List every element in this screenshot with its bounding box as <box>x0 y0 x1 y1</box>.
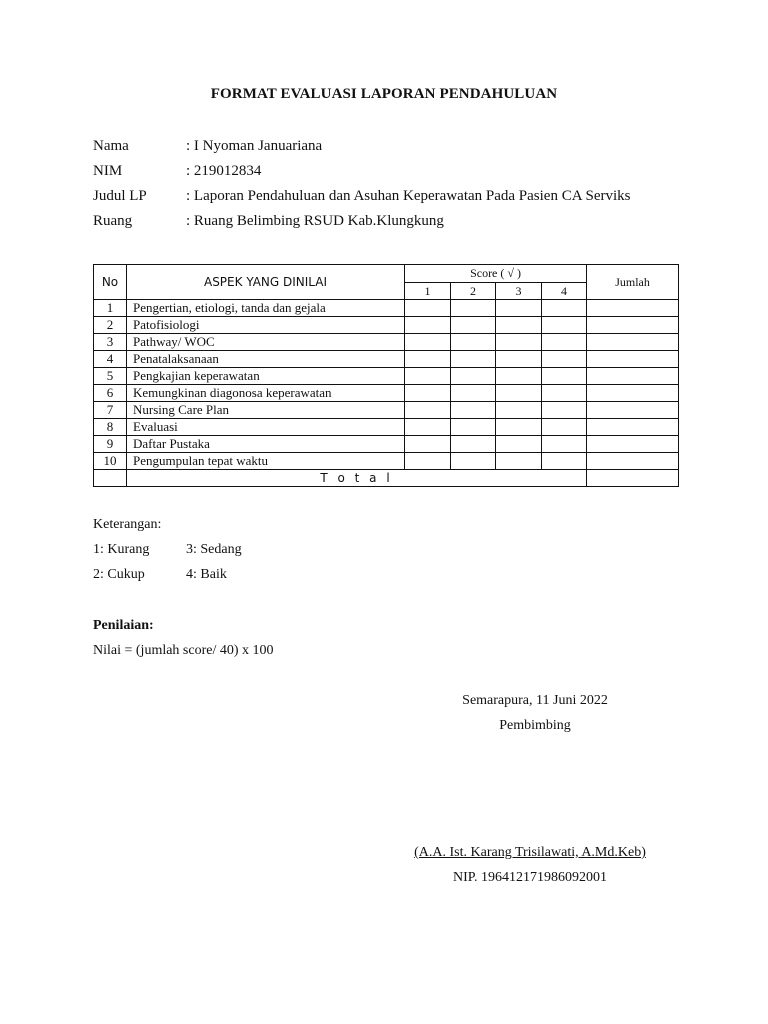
jumlah-cell <box>587 317 679 334</box>
score-cell <box>542 300 587 317</box>
table-row <box>94 334 679 351</box>
row-aspek: Pengkajian keperawatan <box>127 368 405 385</box>
header-aspek: ASPEK YANG DINILAI <box>127 265 405 300</box>
total-row <box>94 470 679 487</box>
jumlah-cell <box>587 351 679 368</box>
score-level: 3 <box>496 282 542 300</box>
jumlah-cell <box>587 436 679 453</box>
score-cell <box>405 334 451 351</box>
row-aspek: Pathway/ WOC <box>127 334 405 351</box>
info-label: Nama <box>93 138 129 154</box>
jumlah-cell <box>587 453 679 470</box>
score-cell <box>451 300 496 317</box>
info-label: Ruang <box>93 213 133 229</box>
table-row <box>94 368 679 385</box>
row-number: 7 <box>94 402 127 419</box>
score-cell <box>451 351 496 368</box>
score-cell <box>451 385 496 402</box>
score-cell <box>542 419 587 436</box>
document-title: FORMAT EVALUASI LAPORAN PENDAHULUAN <box>210 86 558 102</box>
score-cell <box>405 300 451 317</box>
score-cell <box>405 419 451 436</box>
legend-item: 4: Baik <box>186 567 227 582</box>
total-jumlah-cell <box>587 470 679 487</box>
score-cell <box>451 419 496 436</box>
evaluation-table <box>93 264 679 487</box>
row-aspek: Evaluasi <box>127 419 405 436</box>
score-cell <box>405 368 451 385</box>
score-cell <box>496 351 542 368</box>
score-cell <box>451 368 496 385</box>
legend-item: 2: Cukup <box>93 567 145 582</box>
jumlah-cell <box>587 368 679 385</box>
info-row-nama <box>93 138 322 155</box>
info-row-nim <box>93 163 261 180</box>
penilaian-formula: Nilai = (jumlah score/ 40) x 100 <box>93 643 274 658</box>
total-blank-cell <box>94 470 127 487</box>
score-cell <box>405 317 451 334</box>
score-cell <box>405 385 451 402</box>
jumlah-cell <box>587 419 679 436</box>
info-label: NIM <box>93 163 123 179</box>
total-label: T o t a l <box>127 470 587 487</box>
score-level: 1 <box>405 282 451 300</box>
header-jumlah: Jumlah <box>587 265 679 300</box>
jumlah-cell <box>587 385 679 402</box>
score-level: 2 <box>451 282 496 300</box>
score-cell <box>405 351 451 368</box>
header-no: No <box>94 265 127 300</box>
score-cell <box>496 368 542 385</box>
table-row <box>94 300 679 317</box>
keterangan-heading: Keterangan: <box>93 517 162 532</box>
score-cell <box>451 453 496 470</box>
row-number: 10 <box>94 453 127 470</box>
score-cell <box>542 317 587 334</box>
score-cell <box>496 334 542 351</box>
score-level: 4 <box>542 282 587 300</box>
score-cell <box>405 436 451 453</box>
score-cell <box>496 453 542 470</box>
score-cell <box>542 453 587 470</box>
table-row <box>94 436 679 453</box>
score-cell <box>405 453 451 470</box>
signature-role: Pembimbing <box>499 718 571 733</box>
row-number: 4 <box>94 351 127 368</box>
row-aspek: Penatalaksanaan <box>127 351 405 368</box>
row-aspek: Daftar Pustaka <box>127 436 405 453</box>
row-number: 2 <box>94 317 127 334</box>
table-row <box>94 419 679 436</box>
row-number: 3 <box>94 334 127 351</box>
info-value: : Ruang Belimbing RSUD Kab.Klungkung <box>186 213 444 229</box>
score-cell <box>542 436 587 453</box>
row-number: 6 <box>94 385 127 402</box>
score-cell <box>542 385 587 402</box>
table-row <box>94 402 679 419</box>
row-number: 1 <box>94 300 127 317</box>
row-aspek: Patofisiologi <box>127 317 405 334</box>
info-value: : I Nyoman Januariana <box>186 138 323 154</box>
signature-name: (A.A. Ist. Karang Trisilawati, A.Md.Keb) <box>414 845 646 860</box>
score-cell <box>542 402 587 419</box>
info-label: Judul LP <box>93 188 147 204</box>
score-cell <box>405 402 451 419</box>
legend-item: 1: Kurang <box>93 542 150 557</box>
signature-nip: NIP. 196412171986092001 <box>452 870 607 885</box>
row-number: 8 <box>94 419 127 436</box>
row-aspek: Nursing Care Plan <box>127 402 405 419</box>
row-aspek: Kemungkinan diagonosa keperawatan <box>127 385 405 402</box>
row-aspek: Pengertian, etiologi, tanda dan gejala <box>127 300 405 317</box>
info-value: : Laporan Pendahuluan dan Asuhan Keperawatan Pada Pasien CA Serviks <box>186 188 631 204</box>
score-cell <box>496 317 542 334</box>
row-number: 9 <box>94 436 127 453</box>
table-row <box>94 351 679 368</box>
score-cell <box>496 436 542 453</box>
table-row <box>94 317 679 334</box>
info-row-ruang <box>93 213 444 230</box>
row-number: 5 <box>94 368 127 385</box>
jumlah-cell <box>587 300 679 317</box>
score-cell <box>496 419 542 436</box>
penilaian-heading: Penilaian: <box>93 618 154 633</box>
score-cell <box>451 334 496 351</box>
table-row <box>94 385 679 402</box>
table-row <box>94 453 679 470</box>
score-cell <box>496 300 542 317</box>
jumlah-cell <box>587 334 679 351</box>
score-cell <box>542 334 587 351</box>
jumlah-cell <box>587 402 679 419</box>
score-cell <box>496 402 542 419</box>
header-score: Score ( √ ) <box>405 265 587 283</box>
score-cell <box>451 402 496 419</box>
signature-place-date: Semarapura, 11 Juni 2022 <box>462 693 608 708</box>
info-value: : 219012834 <box>186 163 262 179</box>
score-cell <box>542 351 587 368</box>
score-cell <box>496 385 542 402</box>
info-row-judul <box>93 188 630 205</box>
score-cell <box>451 436 496 453</box>
score-cell <box>542 368 587 385</box>
legend-item: 3: Sedang <box>186 542 242 557</box>
score-cell <box>451 317 496 334</box>
row-aspek: Pengumpulan tepat waktu <box>127 453 405 470</box>
